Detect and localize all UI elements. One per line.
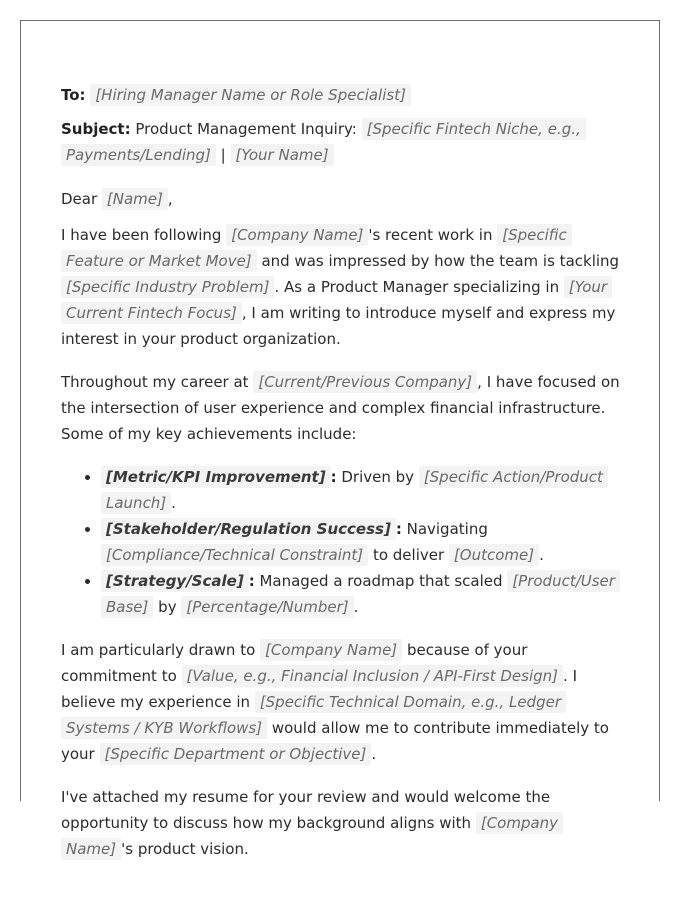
achievement-title-placeholder: [Stakeholder/Regulation Success]: [101, 518, 396, 540]
intro-paragraph: [61, 222, 626, 352]
achievement-item: [101, 516, 626, 568]
achievement-text: Navigating: [406, 520, 488, 538]
closing-paragraph: [61, 784, 626, 862]
subject-label: Subject:: [61, 120, 131, 138]
recipient-placeholder: [Hiring Manager Name or Role Specialist]: [90, 84, 411, 106]
intro-text-2: 's recent work in: [368, 226, 493, 244]
achievement-item: [101, 464, 626, 516]
achievement-placeholder: [Specific Action/Product Launch]: [101, 466, 608, 514]
closing-text-1: I've attached my resume for your review and would welcome the opportunity to discuss how my background aligns with: [61, 788, 551, 832]
greeting-comma: ,: [167, 190, 173, 208]
achievement-text: .: [539, 546, 544, 564]
subject-separator: |: [220, 146, 226, 164]
value-placeholder: [Value, e.g., Financial Inclusion / API-First Design]: [182, 665, 563, 687]
motivation-text-4: would allow me to contribute immediately to your: [61, 719, 609, 763]
achievement-title-placeholder: [Metric/KPI Improvement]: [101, 466, 331, 488]
intro-text-3: and was impressed by how the team is tackling: [261, 252, 620, 270]
achievement-placeholder: [Product/User Base]: [101, 570, 620, 618]
motivation-text-2: because of your commitment to: [61, 641, 528, 685]
greeting-line: [61, 186, 626, 212]
company-name-placeholder: [Company Name]: [226, 224, 368, 246]
achievement-text: .: [171, 494, 176, 512]
intro-text-4: . As a Product Manager specializing in: [274, 278, 560, 296]
intro-text-5: , I am writing to introduce myself and express my interest in your product organization.: [61, 304, 616, 348]
intro-text-1: I have been following: [61, 226, 222, 244]
your-name-placeholder: [Your Name]: [231, 144, 334, 166]
achievements-list: [61, 464, 626, 620]
career-paragraph: [61, 369, 626, 447]
industry-problem-placeholder: [Specific Industry Problem]: [61, 276, 274, 298]
to-line: [61, 82, 626, 108]
achievement-colon: :: [395, 520, 402, 538]
achievement-text: Managed a roadmap that scaled: [259, 572, 503, 590]
motivation-text-1: I am particularly drawn to: [61, 641, 256, 659]
feature-placeholder: [Specific Feature or Market Move]: [61, 224, 572, 272]
achievement-placeholder: [Outcome]: [449, 544, 539, 566]
company-name-placeholder: [Company Name]: [61, 812, 563, 860]
subject-line: [61, 116, 626, 168]
department-placeholder: [Specific Department or Objective]: [100, 743, 372, 765]
previous-company-placeholder: [Current/Previous Company]: [253, 371, 477, 393]
closing-text-2: 's product vision.: [121, 840, 249, 858]
email-document: [20, 20, 660, 858]
greeting-text: Dear: [61, 190, 98, 208]
subject-prefix: Product Management Inquiry:: [135, 120, 357, 138]
achievement-colon: :: [248, 572, 255, 590]
to-label: To:: [61, 86, 86, 104]
achievement-placeholder: [Compliance/Technical Constraint]: [101, 544, 368, 566]
achievement-text: by: [158, 598, 177, 616]
greeting-name-placeholder: [Name]: [102, 188, 168, 210]
fintech-niche-placeholder: [Specific Fintech Niche, e.g., Payments/Lending]: [61, 118, 586, 166]
motivation-text-3: . I believe my experience in: [61, 667, 577, 711]
achievement-title-placeholder: [Strategy/Scale]: [101, 570, 249, 592]
technical-domain-placeholder: [Specific Technical Domain, e.g., Ledger Systems / KYB Workflows]: [61, 691, 566, 739]
achievement-text: .: [353, 598, 359, 616]
career-text-1: Throughout my career at: [61, 373, 249, 391]
career-text-2: , I have focused on the intersection of user experience and complex financial infrastructure. Some of my key achievements include:: [61, 373, 620, 443]
achievement-colon: :: [330, 468, 337, 486]
company-name-placeholder: [Company Name]: [260, 639, 402, 661]
achievement-text: to deliver: [372, 546, 445, 564]
motivation-text-5: .: [371, 745, 377, 763]
fintech-focus-placeholder: [Your Current Fintech Focus]: [61, 276, 612, 324]
motivation-paragraph: [61, 637, 626, 767]
achievement-item: [101, 568, 626, 620]
achievement-text: Driven by: [341, 468, 415, 486]
email-body: [61, 82, 626, 879]
achievement-placeholder: [Percentage/Number]: [181, 596, 353, 618]
